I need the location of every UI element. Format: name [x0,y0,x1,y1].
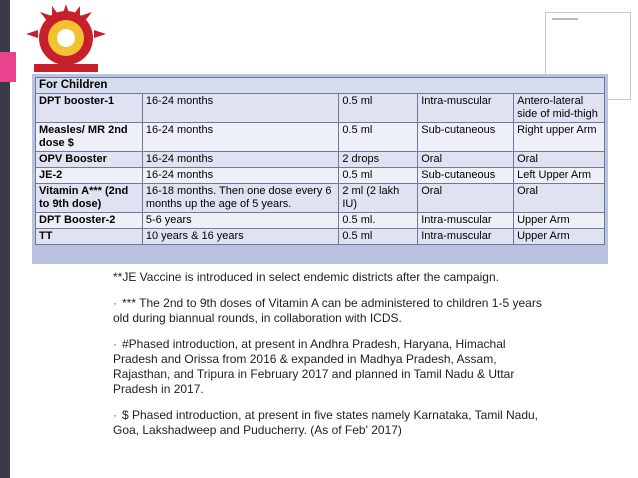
accent-bar [0,52,16,82]
dose-cell: 2 drops [339,152,418,168]
age-cell: 5-6 years [142,213,339,229]
bullet-icon: · [113,337,117,351]
table-row [36,184,605,213]
route-cell: Intra-muscular [418,213,514,229]
dose-cell: 0.5 ml [339,94,418,123]
footnote-text: #Phased introduction, at present in Andhra Pradesh, Haryana, Himachal Pradesh and Orissa from 2016 & expanded in Madhya Pradesh, Assam, Rajasthan, and Tripura in February 2017 and planned in Tamil Nadu & Uttar Pradesh in 2017. [113,337,515,396]
site-cell: Upper Arm [514,229,605,245]
age-cell: 16-24 months [142,152,339,168]
footnote-vitamin-a [113,296,553,326]
route-cell: Oral [418,152,514,168]
dose-cell: 0.5 ml. [339,213,418,229]
vaccine-cell: OPV Booster [36,152,143,168]
table-row [36,94,605,123]
table-row [36,152,605,168]
route-cell: Intra-muscular [418,94,514,123]
table-row [36,168,605,184]
dose-cell: 0.5 ml [339,229,418,245]
vaccine-cell: Vitamin A*** (2nd to 9th dose) [36,184,143,213]
footnote-phased-mr [113,337,553,397]
dose-cell: 0.5 ml [339,123,418,152]
site-cell: Upper Arm [514,213,605,229]
footnote-je: **JE Vaccine is introduced in select endemic districts after the campaign. [113,270,499,284]
vaccine-cell: JE-2 [36,168,143,184]
age-cell: 16-18 months. Then one dose every 6 months up the age of 5 years. [142,184,339,213]
table-row [36,229,605,245]
site-cell: Left Upper Arm [514,168,605,184]
age-cell: 16-24 months [142,94,339,123]
footnotes [113,270,553,449]
site-cell: Antero-lateral side of mid-thigh [514,94,605,123]
vaccine-cell: Measles/ MR 2nd dose $ [36,123,143,152]
logo-banner [34,64,98,72]
bullet-icon: · [113,408,117,422]
immunization-table [35,77,605,245]
vaccine-cell: TT [36,229,143,245]
footnote-text: $ Phased introduction, at present in five states namely Karnataka, Tamil Nadu, Goa, Lakshadweep and Puducherry. (As of Feb' 2017) [113,408,539,437]
university-logo [22,2,110,74]
route-cell: Sub-cutaneous [418,168,514,184]
route-cell: Oral [418,184,514,213]
dose-cell: 0.5 ml [339,168,418,184]
site-cell: Oral [514,152,605,168]
table-row [36,213,605,229]
age-cell: 16-24 months [142,123,339,152]
vaccine-cell: DPT booster-1 [36,94,143,123]
dose-cell: 2 ml (2 lakh IU) [339,184,418,213]
route-cell: Intra-muscular [418,229,514,245]
bullet-icon: · [113,296,117,310]
age-cell: 10 years & 16 years [142,229,339,245]
footnote-phased-states [113,408,553,438]
thumbnail-text-line [552,18,578,20]
immunization-table-panel [32,74,608,264]
site-cell: Right upper Arm [514,123,605,152]
route-cell: Sub-cutaneous [418,123,514,152]
logo-emblem [57,29,75,47]
footnote-text: *** The 2nd to 9th doses of Vitamin A can be administered to children 1-5 years old during biannual rounds, in collaboration with ICDS. [113,296,542,325]
table-row [36,123,605,152]
site-cell: Oral [514,184,605,213]
vaccine-cell: DPT Booster-2 [36,213,143,229]
table-header: For Children [36,78,605,94]
age-cell: 16-24 months [142,168,339,184]
